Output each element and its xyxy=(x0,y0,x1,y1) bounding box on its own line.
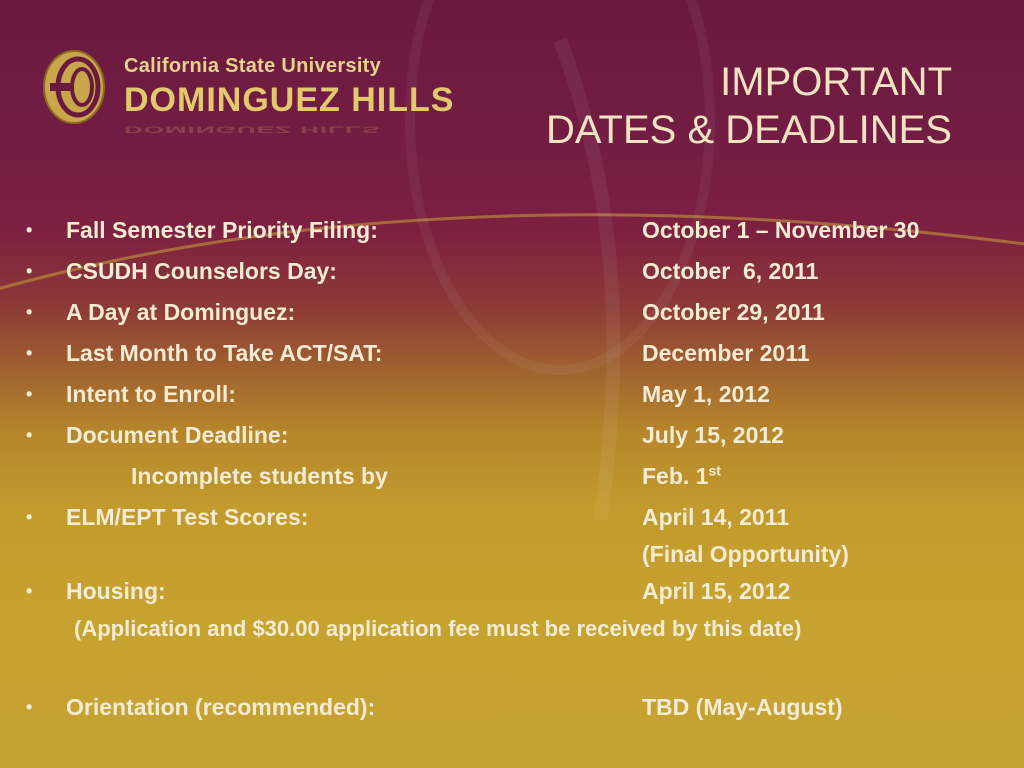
bullet: • xyxy=(26,384,33,404)
item-label: ELM/EPT Test Scores: xyxy=(66,504,309,530)
bullet: • xyxy=(26,302,33,322)
item-note: (Application and $30.00 application fee must be received by this date) xyxy=(74,616,802,641)
list-item xyxy=(0,292,1024,333)
logo-emblem-icon xyxy=(40,47,112,137)
list-item-note xyxy=(0,612,1024,645)
title-line1: IMPORTANT xyxy=(720,60,952,104)
item-date-extra: (Final Opportunity) xyxy=(642,541,849,567)
item-label: Housing: xyxy=(66,578,166,604)
list-item xyxy=(0,497,1024,538)
item-label: Incomplete students by xyxy=(131,463,388,489)
bullet: • xyxy=(26,697,33,717)
logo-line2: DOMINGUEZ HILLS xyxy=(124,81,455,119)
list-item xyxy=(0,415,1024,456)
item-date: December 2011 xyxy=(642,340,810,366)
item-date: April 15, 2012 xyxy=(642,578,791,604)
list-item xyxy=(0,210,1024,251)
list-item xyxy=(0,333,1024,374)
list-item xyxy=(0,251,1024,292)
list-subitem xyxy=(0,456,1024,497)
list-item xyxy=(0,687,1024,728)
date-superscript: st xyxy=(708,462,721,479)
logo-line1: California State University xyxy=(124,55,382,77)
item-label: Document Deadline: xyxy=(66,422,289,448)
item-date: October 6, 2011 xyxy=(642,258,819,284)
item-label: Fall Semester Priority Filing: xyxy=(66,217,378,243)
item-label: Last Month to Take ACT/SAT: xyxy=(66,340,383,366)
spacer xyxy=(0,645,1024,687)
list-item xyxy=(0,374,1024,415)
item-label: Intent to Enroll: xyxy=(66,381,236,407)
title-line2: DATES & DEADLINES xyxy=(545,108,952,152)
item-date: May 1, 2012 xyxy=(642,381,770,407)
bullet: • xyxy=(26,261,33,281)
bullet: • xyxy=(26,425,33,445)
item-date: July 15, 2012 xyxy=(642,422,784,448)
bullet: • xyxy=(26,220,33,240)
bullet: • xyxy=(26,343,33,363)
item-label: A Day at Dominguez: xyxy=(66,299,296,325)
logo-reflection: DOMINGUEZ HILLS xyxy=(124,124,381,135)
item-date: October 1 – November 30 xyxy=(642,217,920,243)
item-date xyxy=(642,456,721,497)
item-date: October 29, 2011 xyxy=(642,299,825,325)
bullet: • xyxy=(26,581,33,601)
item-date: TBD (May-August) xyxy=(642,694,843,720)
university-logo xyxy=(40,47,455,137)
list-item-continuation xyxy=(0,538,1024,571)
slide-title xyxy=(546,58,952,154)
item-label: Orientation (recommended): xyxy=(66,694,376,720)
item-label: CSUDH Counselors Day: xyxy=(66,258,337,284)
bullet: • xyxy=(26,507,33,527)
list-item xyxy=(0,571,1024,612)
date-main: Feb. 1 xyxy=(642,463,709,489)
dates-list xyxy=(0,210,1024,728)
item-date: April 14, 2011 xyxy=(642,504,790,530)
